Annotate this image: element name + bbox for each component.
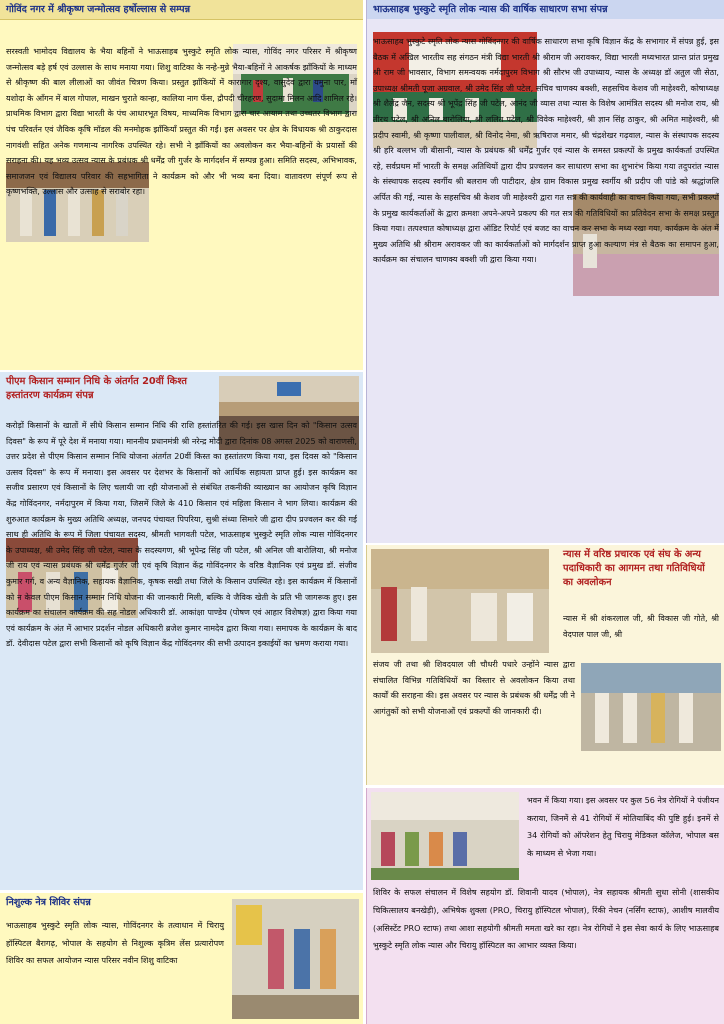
annual-meeting-title: भाऊसाहब भुस्कुटे स्मृति लोक न्यास की वार्षिक साधारण सभा संपन्न bbox=[367, 0, 724, 19]
eye-camp-continued-body: शिविर के सफल संचालन में विशेष सहयोग डॉ. शिवानी यादव (भोपाल), नेत्र सहायक श्रीमती सुधा सोनी (शासकीय चिकित्सालय बनखेड़ी), अभिषेक शुक्ला (PRO, चिरायु हॉस्पिटल भोपाल), रिंकी नेचन (नर्सिंग स्टाफ), आशीष मालवीय (असिस्टेंट PRO स्टाफ) तथा आशा सहयोगी श्रीमती ममता खरे का रहा। नेत्र रोगियों ने इस सेवा कार्य के लिए भाऊसाहब भुस्कुटे स्मृति लोक न्यास और चिरायु हॉस्पिटल का आभार व्यक्त किया। bbox=[373, 888, 719, 951]
pm-kisan-title: पीएम किसान सम्मान निधि के अंतर्गत 20वीं किश्त हस्तांतरण कार्यक्रम संपन्न bbox=[0, 372, 210, 406]
janmotsav-title: गोविंद नगर में श्रीकृष्ण जन्मोत्सव हर्षोल्लास से सम्पन्न bbox=[0, 0, 363, 20]
annual-meeting-article bbox=[366, 0, 724, 543]
visit-article bbox=[366, 545, 724, 785]
eye-camp-continued-top: भवन में किया गया। इस अवसर पर कुल 56 नेत्र रोगियों ने पंजीयन कराया, जिनमें से 41 रोगियों में मोतियाबिंद की पुष्टि हुई। इनमें से 34 रोगियों को ऑपरेशन हेतु चिरायु मेडिकल कॉलेज, भोपाल बस के माध्यम से भेजा गया। bbox=[527, 796, 719, 858]
eye-camp-continued-article bbox=[366, 788, 724, 1024]
eye-camp-title: निशुल्क नेत्र शिविर संपन्न bbox=[0, 893, 363, 912]
visit-body: संजय जी तथा श्री शिवदयाल जी चौधरी पधारे उन्होंने न्यास द्वारा संचालित विभिन्न गतिविधियों का विस्तार से अवलोकन किया तथा कार्यों की सराहना की। इस अवसर पर न्यास के प्रबंधक श्री धर्मेंद्र जी ने आगंतुकों को सभी योजनाओं एवं प्रकल्पों की जानकारी दी। bbox=[373, 660, 575, 716]
eye-camp-article bbox=[0, 893, 363, 1024]
photo-eye-camp-patients bbox=[371, 792, 519, 880]
pm-kisan-body: करोड़ों किसानों के खातों में सीधे किसान सम्मान निधि की राशि हस्तांतरित की गई। इस खास दिन को "किसान उत्सव दिवस" के रूप में पूरे देश में मनाया गया। माननीय प्रधानमंत्री श्री नरेन्द्र मोदी द्वारा दिनांक 08 अगस्त 2025 को वाराणसी, उत्तर प्रदेश से पीएम किसान सम्मान निधि योजना अंतर्गत 20वीं किस्त का हस्तांतरण किया गया, इस दिवस को "किसान उत्सव दिवस" के रूप में मनाया। इस अवसर पर देशभर के किसानों को आर्थिक सहायता प्राप्त हुई। इस कार्यक्रम का सजीव प्रसारण एवं किसानों के लिए चलायी जा रही योजनाओं से संबंधित तकनीकी व्याख्यान का आयोजन कृषि विज्ञान केंद्र गोविंदनगर, नर्मदापुरम में किया गया, जिसमें जिले के 410 किसान एवं महिला किसान ने भाग लिया। कार्यक्रम की शुरुआत कार्यक्रम के मुख्य अतिथि अध्यक्ष, जनपद पंचायत पिपरिया, सुश्री संध्या सिमारे जी द्वारा दीप प्रज्वलन कर की गई साथ ही अतिथि के रूप में जिला पंचायत सदस्य, श्रीमती भागवती पटेल, भाऊसाहब भुस्कुटे स्मृति लोक न्यास गोविंदनगर के उपाध्यक्ष, श्री उमेद सिंह जी पटेल, न्यास के सदस्यगण, श्री भूपेन्द्र सिंह जी पटेल, श्री अनिल जी बारोलिया, श्री मनोज जी राय एवं न्यास प्रबंधक श्री धर्मेंद्र गुर्जर जी एवं कृषि विज्ञान केंद्र गोविंदनगर के वरिष्ठ वैज्ञानिक एवं प्रमुख डॉ. संजीव कुमार गर्ग, व अन्य वैज्ञानिक, सहायक वैज्ञानिक, कृषक सखी तथा जिले के किसान उपस्थित रहे। इस कार्यक्रम में किसानों को न केवल पीएम किसान सम्मान निधि योजना की जानकारी मिली, बल्कि वे जैविक खेती के प्रति भी जागरूक हुए। इस कार्यक्रम का संचालन कार्यक्रम की सह नोडल अधिकारी डॉ. आकांक्षा पाण्डेय (पोषण एवं आहार विशेषज्ञ) द्वारा किया गया एवं कार्यक्रम के अंत में आभार प्रदर्शन नोडल अधिकारी ब्रजेश कुमार नामदेव द्वारा किया गया। समापक के कार्यक्रम के बाद डॉ. देवीदास पटेल द्वारा सभी किसानों को कृषि विज्ञान केंद्र गोविंदनगर की सभी उत्पादन इकाईयों का भ्रमण कराया गया। bbox=[6, 421, 357, 649]
pm-kisan-article bbox=[0, 372, 363, 890]
janmotsav-body: सरस्वती भामोदय विद्यालय के भैया बहिनों ने भाऊसाहब भुस्कुटे स्मृति लोक न्यास, गोविंद नगर परिसर में श्रीकृष्ण जन्मोत्सव बड़े हर्ष एवं उल्लास के साथ मनाया गया। शिशु वाटिका के नन्हे-मुन्ने भैया-बहिनों ने आकर्षक झाँकियों के माध्यम से श्रीकृष्ण की बाल लीलाओं का जीवंत चित्रण किया। प्रस्तुत झाँकियों में कारागार दृश्य, वासुदेव द्वारा यमुना पार, माँ यशोदा के आँगन में बाल गोपाल, माखन चुराते कान्हा, कालिया नाग फँस, द्रौपदी चीरहरण, सुदामा मिलन आदि शामिल रहे। प्राथमिक विभाग द्वारा विद्या भारती के पंच आधारभूत विषय, माध्यमिक विभाग द्वारा चार आयाम तथा उच्चतर विभाग द्वारा पंच परिवर्तन एवं जैविक कृषि मॉडल की मनमोहक झाँकियाँ प्रस्तुत की गईं। इस अवसर पर क्षेत्र के विधायक श्री ठाकुरदास नागवंशी सहित अनेक गणमान्य नागरिक उपस्थित रहे। सभी ने झाँकियों का अवलोकन कर भैया-बहिनों के प्रयासों की सराहना की। यह भव्य उत्सव न्यास के प्रबंधक श्री धर्मेंद्र जी गुर्जर के मार्गदर्शन में सम्पन्न हुआ। समिति सदस्य, अभिभावक, समाजजन एवं विद्यालय परिवार की सहभागिता ने कार्यक्रम को और भी भव्य बना दिया। वातावरण संपूर्ण रूप से कृष्णभक्ति, उल्लास और उत्साह से सराबोर रहा। bbox=[6, 47, 358, 197]
annual-meeting-body: भाऊसाहब भुस्कुटे स्मृति लोक न्यास गोविंदनगर की वार्षिक साधारण सभा कृषि विज्ञान केंद्र के सभागार में संपन्न हुई, इस बैठक में अखिल भारतीय सह संगठन मंत्री विद्या भारती श्री श्रीराम जी अरावकर, विद्या भारती मध्यभारत प्रान्त प्रांत प्रमुख श्री राम जी भावसार, विभाग समन्वयक नर्मदापुरम विभाग श्री सौरभ जी उपाध्याय, न्यास के अध्यक्ष डॉ अतुल जी सेठा, उपाध्यक्ष श्रीमती पूजा अग्रवाल, श्री उमेद सिंह जी पटेल, सचिव चाणक्य बक्शी, सहसचिव केशव जी माहेश्वरी, कोषाध्यक्ष श्री शैलेंद्र जैन, सदस्य श्री भूपेंद्र सिंह जी पटेल, आनंद जी व्यास तथा न्यास के विशेष आमंत्रित सदस्य श्री मनोज राय, श्री तीरथ पटेल, श्री अनिल बारोलिया, श्री ललित पटेल, श्री विवेक माहेश्वरी, श्री ज्ञान सिंह ठाकुर, श्री अमित माहेश्वरी, श्री प्रदीप स्वामी, श्री कृष्णा पालीवाल, श्री विनोद नेमा, श्री ऋषिराज ममार, श्री चंद्रशेखर गढ़वाल, न्यास के संस्थापक सदस्य श्री हरि बल्लभ जी बीसानी, न्यास के प्रबंधक श्री धर्मेंद्र गुर्जर एवं न्यास के समस्त प्रकल्पों के प्रमुख कार्यकर्ता उपस्थित रहे, सर्वप्रथम माँ भारती के समक्ष अतिथियों द्वारा दीप प्रज्वलन कर साधारण सभा का शुभारंभ किया गया तदुपरांत न्यास के संस्थापक सदस्य स्वर्गीय श्री बलराम जी पाटीदार, क्षेत्र ग्राम विकास प्रमुख स्वर्गीय श्री प्रदीप जी पांडे को श्रद्धांजलि अर्पित की गई, न्यास के सहसचिव श्री केशव जी माहेश्वरी द्वारा गत सत्र की कार्यवाही का वाचन किया गया, सभी प्रकल्पों के प्रमुख कार्यकर्ताओं के द्वारा क्रमशः अपने-अपने प्रकल्प की गत सत्र की गतिविधियों का प्रतिवेदन सभा के समक्ष प्रस्तुत किया गया। तत्पश्चात कोषाध्यक्ष द्वारा ऑडिट रिपोर्ट एवं बजट का वाचन कर सभा के मध्य रखा गया, कार्यक्रम के अंत में मुख्य अतिथि श्री श्रीराम अरावकर जी का कार्यकर्ताओं को मार्गदर्शन प्राप्त हुआ कल्याण मंत्र से बैठक का समापन हुआ, कार्यक्रम का संचालन चाणक्य बक्शी जी द्वारा किया गया। bbox=[373, 37, 719, 265]
photo-eye-camp bbox=[232, 899, 359, 1019]
visit-title: न्यास में वरिष्ठ प्रचारक एवं संघ के अन्य पदाधिकारी का आगमन तथा गतिविधियों का अवलोकन bbox=[367, 545, 724, 593]
photo-visit-outdoor bbox=[581, 663, 721, 751]
eye-camp-body: भाऊसाहब भुस्कुटे स्मृति लोक न्यास, गोविंदनगर के तत्वाधान में चिरायु हॉस्पिटल बैरागढ़, भोपाल के सहयोग से निशुल्क कृत्रिम लेंस प्रत्यारोपण शिविर का सफल आयोजन न्यास परिसर नवीन शिशु वाटिका bbox=[6, 921, 224, 965]
visit-body-top: न्यास में श्री शंकरलाल जी, श्री विकास जी गोते, श्री वेदपाल पाल जी, श्री bbox=[563, 614, 719, 639]
janmotsav-article bbox=[0, 0, 363, 370]
photo-visit-seated bbox=[371, 549, 549, 653]
